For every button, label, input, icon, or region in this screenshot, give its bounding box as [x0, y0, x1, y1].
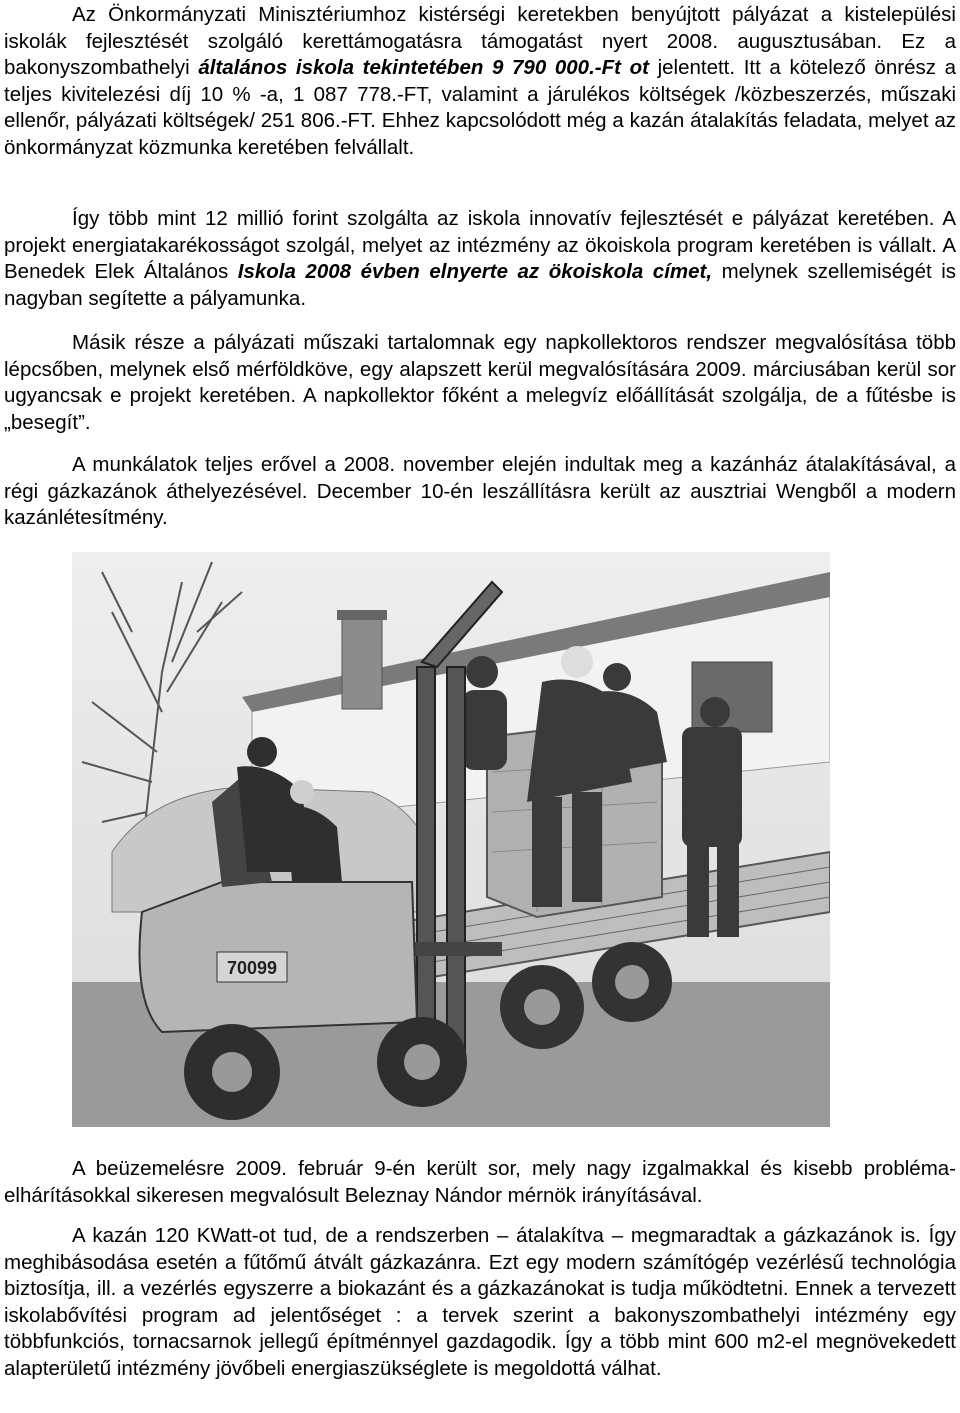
p2-text-end: melynek szellemiségét is nagyban segítette a pályamunka.: [4, 260, 957, 310]
chimney: [342, 614, 382, 709]
worker-body-1: [462, 690, 507, 770]
forklift-plate-number: 70099: [226, 958, 278, 978]
p1-text-end: jelentett. Itt a kötelező önrész a teljes kivitelezési díj 10 % -a, 1 087 778.-FT, valamint a járulékos költségek /közbeszerzés, műszaki ellenőr, pályázati költségek/ 251 806.-FT. Ehhez kapcsolódott még a kazán átalakítás feladata, melyet az önkormányzat közmunka keretében felvállalt.: [4, 56, 956, 159]
paragraph-commissioning: A beüzemelésre 2009. február 9-én került sor, mely nagy izgalmakkal és kisebb probléma-elhárításokkal sikeresen megvalósult Beleznay Nándor mérnök irányításával.: [4, 1157, 956, 1207]
paragraph-works: A munkálatok teljes erővel a 2008. november elején indultak meg a kazánház átalakításával, a régi gázkazánok áthelyezésével. December 10-én leszállításra került az ausztriai Wengből a modern kazánlétesítmény.: [4, 453, 956, 529]
worker-body-4: [682, 727, 742, 847]
paragraph-grant: [4, 2, 956, 161]
photo-illustration: [72, 552, 830, 1127]
photo-boiler-delivery: [72, 552, 830, 1127]
paragraph-boiler-capacity: A kazán 120 KWatt-ot tud, de a rendszerben – átalakítva – megmaradtak a gázkazánok is. Így meghibásodása esetén a fűtőmű átvált gázkazánra. Ezt egy modern számítógép vezérlésű technológia biztosítja, ill. a vezérlés egyszerre a biokazánt és a gázkazánokat is tudja működtetni. Ennek a tervezett iskolabővítési program ad jelentőséget : a tervek szerint a bakonyszombathelyi intézmény egy többfunkciós, tornacsarnok jellegű építménnyel gazdagodik. Így a több mint 600 m2-el megnövekedett alapterületű intézmény jövőbeli energiaszükséglete is megoldottá válhat.: [4, 1224, 956, 1380]
worker-head-2: [561, 646, 593, 678]
chimney-cap: [337, 610, 387, 620]
p1-emphasis-amount: általános iskola tekintetében 9 790 000.-Ft ot: [198, 56, 649, 79]
p2-emphasis-ecoschool: Iskola 2008 évben elnyerte az ökoiskola címet,: [237, 260, 713, 283]
paragraph-innovation: [4, 206, 956, 312]
paragraph-solar-collector: Másik része a pályázati műszaki tartalomnak egy napkollektoros rendszer megvalósítása több lépcsőben, melynek első mérföldköve, egy alapszett kerül megvalósítására 2009. márciusában kerül sor ugyancsak e projekt keretében. A napkollektor főként a melegvíz előállítását szolgálja, de a fűtésbe is „besegít”.: [4, 331, 956, 434]
driver-head: [247, 737, 277, 767]
worker-head-1: [466, 656, 498, 688]
p1-text-start: Az Önkormányzati Minisztériumhoz kistérségi keretekben benyújtott pályázat a kistelepülési iskolák fejlesztését szolgáló kerettámogatásra támogatást nyert 2008. augusztusában. Ez a bakonyszombathelyi: [4, 3, 956, 79]
worker-head-4: [700, 697, 730, 727]
p2-text-start: Így több mint 12 millió forint szolgálta az iskola innovatív fejlesztését e pályázat keretében. A projekt energiatakarékosságot szolgál, melyet az intézmény az ökoiskola program keretében is vállalt. A Benedek Elek Általános: [4, 207, 956, 283]
passenger-head: [290, 780, 314, 804]
worker-head-3: [603, 663, 631, 691]
